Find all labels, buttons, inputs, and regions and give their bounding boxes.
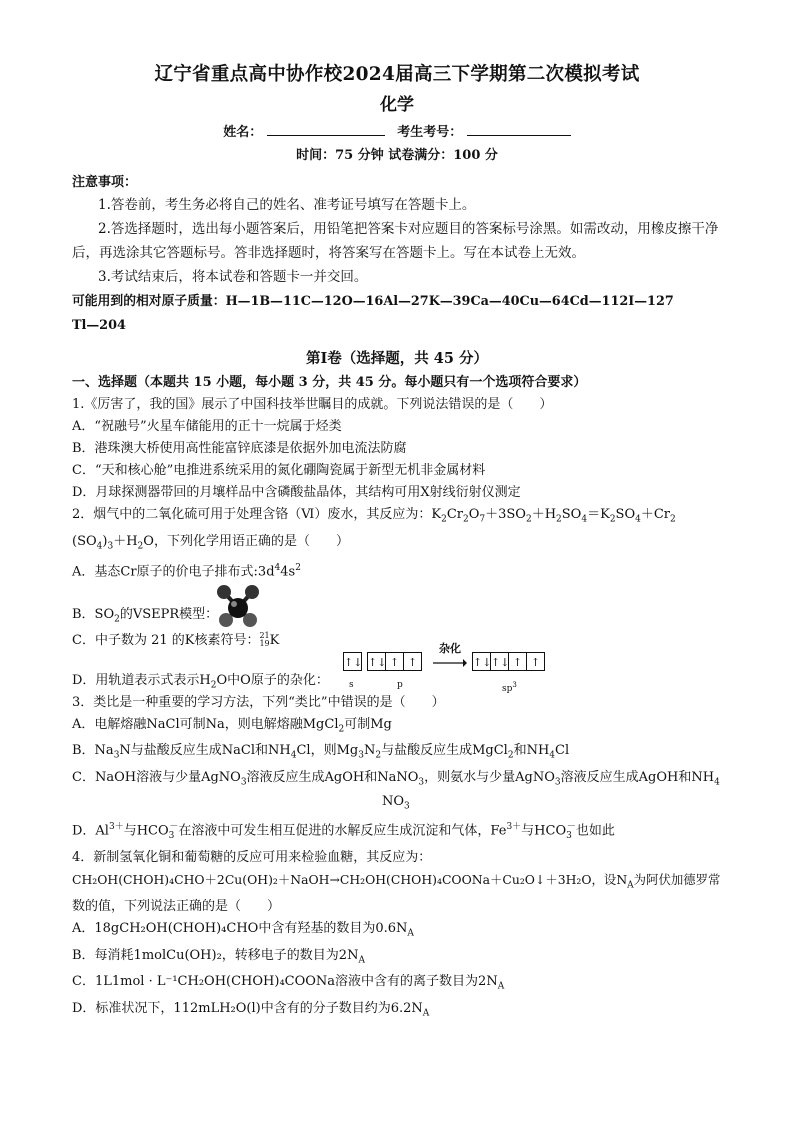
- orbital-box: ↑↓: [472, 652, 491, 671]
- q1-option-b: B．港珠澳大桥使用高性能富锌底漆是依据外加电流法防腐: [72, 441, 407, 456]
- q3-c-5: NO: [382, 794, 405, 810]
- q2-stem-text: 2．烟气中的二氧化硫可用于处理含铬（Ⅵ）废水，其反应为：: [72, 507, 432, 522]
- notice-item-3: 3.考试结束后，将本试卷和答题卡一并交回。: [98, 269, 368, 285]
- exam-no-label: 考生考号：: [397, 125, 463, 140]
- subject-title: 化学: [380, 95, 414, 115]
- notice-item-1: 1.答卷前，考生务必将自己的姓名、准考证号填写在答题卡上。: [98, 197, 476, 213]
- q3-option-a-text-2: 可制Mg: [344, 716, 392, 732]
- q2-option-d-text: D．用轨道表示式表示H: [72, 672, 211, 688]
- volume-title: 第Ⅰ卷（选择题，共 45 分）: [305, 350, 489, 367]
- q2-option-b-text-2: 的VSEPR模型：: [119, 606, 219, 622]
- q2-option-d-text-2: O中O原子的杂化：: [216, 672, 329, 688]
- q3-d-5: 也如此: [575, 823, 615, 839]
- q4-option-a: A．18gCH₂OH(CHOH)₄CHO中含有羟基的数目为$0.6N_A$: [72, 921, 414, 939]
- q2-option-c: C．中子数为 21 的K核素符号： 21 19 K: [72, 631, 280, 649]
- q4-option-c: C．1L1mol · L⁻¹CH₂OH(CHOH)₄COONa溶液中含有的离子数目为$2N_A$: [72, 974, 505, 993]
- question-3-stem: 3．类比是一种重要的学习方法，下列“类比”中错误的是（ ）: [72, 694, 445, 710]
- name-label: 姓名：: [223, 125, 263, 140]
- exam-title: 辽宁省重点高中协作校2024届高三下学期第二次模拟考试: [154, 64, 640, 85]
- q3-option-d: D．$Al^{3+}$与$HCO_3^-$在溶液中可发生相互促进的水解反应生成沉淀和气体，$Fe^{3+}$与$HCO_3^-$也如此: [72, 821, 615, 841]
- q3-d-1: D．Al: [72, 823, 109, 839]
- atomic-mass-line-1: 可能用到的相对原子质量：H—1B—11C—12O—16Al—27K—39Ca—40Cu—64Cd—112I—127: [72, 294, 674, 309]
- question-4-equation: CH₂OH(CHOH)₄CHO＋2Cu(OH)₂＋NaOH→CH₂OH(CHOH)₄COONa＋Cu₂O↓＋3H₂O，设$N_A$为阿伏加德罗常: [72, 871, 721, 891]
- q3-option-c: C．NaOH溶液与少量AgNO$_3$溶液反应生成AgOH和NaNO$_3$，则氨水与少量AgNO$_3$溶液反应生成AgOH和$NH_4$: [72, 769, 720, 788]
- q2-option-d: D．用轨道表示式表示$H_2O$中O原子的杂化： ↑↓ ↑↓ ↑ ↑ s p 杂化 ↑↓↑↓ ↑ ↑ $sp^3$: [72, 652, 722, 692]
- q4-option-b: B．每消耗1molCu(OH)₂，转移电子的数目为$2N_A$: [72, 947, 365, 966]
- exam-page: [72, 60, 722, 1025]
- q3-d-4: 与HCO: [521, 823, 567, 839]
- hybrid-orbital-diagram: [472, 652, 544, 694]
- q3-option-a-text: A．电解熔融NaCl可制Na，则电解熔融MgCl: [72, 716, 339, 732]
- q2-option-b: B．$SO_2$的VSEPR模型：: [72, 584, 722, 630]
- q2-option-a: A．基态Cr原子的价电子排布式$:3d^44s^2$: [72, 563, 301, 580]
- q3-c-4: 溶液反应生成AgOH和NH: [560, 769, 715, 785]
- q4-c-text: C．1L1mol · L⁻¹CH₂OH(CHOH)₄COONa溶液中含有的离子数目为2N: [72, 974, 498, 990]
- section-title: 一、选择题（本题共 15 小题，每小题 3 分，共 45 分。每小题只有一个选项符合要求）: [72, 375, 587, 390]
- q2-stem-text-2: ，下列化学用语正确的是（ ）: [153, 533, 349, 549]
- q1-option-a: A．“祝融号”火星车储能用的正十一烷属于烃类: [72, 419, 342, 434]
- q3-b-6: 和NH: [513, 743, 550, 759]
- q3-option-a: A．电解熔融NaCl可制Na，则电解熔融MgCl$_2$可制Mg: [72, 716, 392, 735]
- time-info: 时间：75 分钟 试卷满分：100 分: [296, 148, 498, 163]
- q1-option-d: D．月球探测器带回的月壤样品中含磷酸盐晶体，其结构可用X射线衍射仪测定: [72, 485, 521, 500]
- orbital-p-label: p: [397, 679, 403, 690]
- hybrid-label: 杂化: [439, 641, 461, 655]
- q3-b-2: N与盐酸反应生成NaCl和NH: [119, 743, 291, 759]
- orbital-s-label: s: [349, 679, 354, 690]
- q3-c-3: ，则氨水与少量AgNO: [424, 769, 555, 785]
- orbital-box: ↑↓: [367, 652, 386, 671]
- q3-d-2: 与HCO: [123, 823, 169, 839]
- q4-d-text: D．标准状况下，112mLH₂O(l)中含有的分子数目约为6.2N: [72, 1001, 423, 1017]
- orbital-sp3-label: $sp^3$: [502, 680, 517, 694]
- notice-item-2: 2.答选择题时，选出每小题答案后，用铅笔把答案卡对应题目的答案标号涂黑。如需改动，用橡皮擦干净后，再选涂其它答题标号。答非选择题时，将答案写在答题卡上。写在本试卷上无效。: [72, 221, 719, 261]
- q2-option-c-text: C．中子数为 21 的K核素符号：: [72, 632, 260, 648]
- q3-option-b: B．$Na_3N$与盐酸反应生成NaCl和$NH_4Cl$，则$Mg_3N_2$与盐酸反应生成MgCl$_2$和$NH_4Cl$: [72, 743, 570, 761]
- q4-option-d: D．标准状况下，112mLH₂O(l)中含有的分子数目约为$6.2N_A$: [72, 1001, 430, 1019]
- q3-d-3: 在溶液中可发生相互促进的水解反应生成沉淀和气体，Fe: [178, 823, 507, 839]
- name-row: [72, 121, 722, 140]
- orbital-box: ↑: [403, 652, 422, 671]
- orbital-box: ↑: [385, 652, 404, 671]
- q3-c-2: 溶液反应生成AgOH和NaNO: [246, 769, 419, 785]
- q3-c-1: C．NaOH溶液与少量AgNO: [72, 769, 241, 785]
- question-1-stem: 1.《厉害了，我的国》展示了中国科技举世瞩目的成就。下列说法错误的是（ ）: [72, 397, 553, 412]
- q4-eq-tail-2: 为阿伏加德罗常: [633, 871, 721, 887]
- question-2-stem-line-2: $(SO_4)_3+H_2O$，下列化学用语正确的是（ ）: [72, 533, 349, 552]
- atomic-mass-line-2: Tl—204: [72, 318, 126, 333]
- q3-b-7: Cl: [555, 743, 570, 759]
- q3-b-1: B．Na: [72, 743, 114, 759]
- orbital-box: ↑: [526, 652, 545, 671]
- orbital-diagram: [343, 652, 421, 690]
- q3-b-4: N: [363, 743, 376, 759]
- exam-no-blank[interactable]: [467, 121, 571, 136]
- q1-option-c: C．“天和核心舱”电推进系统采用的氮化硼陶瓷属于新型无机非金属材料: [72, 463, 486, 478]
- q4-b-text: B．每消耗1molCu(OH)₂，转移电子的数目为2N: [72, 947, 359, 963]
- orbital-box: ↑↓: [343, 652, 362, 671]
- q2-option-b-text: B．SO: [72, 606, 115, 622]
- q2-option-a-text: A．基态Cr原子的价电子排布式:3d: [72, 564, 275, 580]
- orbital-box: ↑: [508, 652, 527, 671]
- vsepr-model-image: [212, 582, 264, 628]
- name-blank[interactable]: [267, 121, 385, 136]
- q4-eq-tail: ，设N: [591, 871, 628, 887]
- orbital-box: ↑↓: [490, 652, 509, 671]
- question-2-stem: 2．烟气中的二氧化硫可用于处理含铬（Ⅵ）废水，其反应为：$K_2Cr_2O_7+3SO_2+H_2SO_4=K_2SO_4+Cr_2$: [72, 507, 676, 525]
- q3-option-c-cont: $NO_3$: [382, 794, 410, 812]
- orbital-sp3-text: sp: [502, 683, 513, 694]
- question-4-stem: 4．新制氢氧化铜和葡萄糖的反应可用来检验血糖，其反应为：: [72, 849, 432, 865]
- q4-a-text: A．18gCH₂OH(CHOH)₄CHO中含有羟基的数目为0.6N: [72, 921, 408, 937]
- q4-equation-text: CH₂OH(CHOH)₄CHO＋2Cu(OH)₂＋NaOH→CH₂OH(CHOH)₄COONa＋Cu₂O↓＋3H₂O: [72, 871, 592, 887]
- q3-b-3: Cl，则Mg: [296, 743, 359, 759]
- arrow-icon: [433, 658, 467, 668]
- question-4-stem-2: 数的值，下列说法正确的是（ ）: [72, 899, 281, 915]
- q3-b-5: 与盐酸反应生成MgCl: [381, 743, 508, 759]
- notice-heading: 注意事项：: [72, 175, 138, 190]
